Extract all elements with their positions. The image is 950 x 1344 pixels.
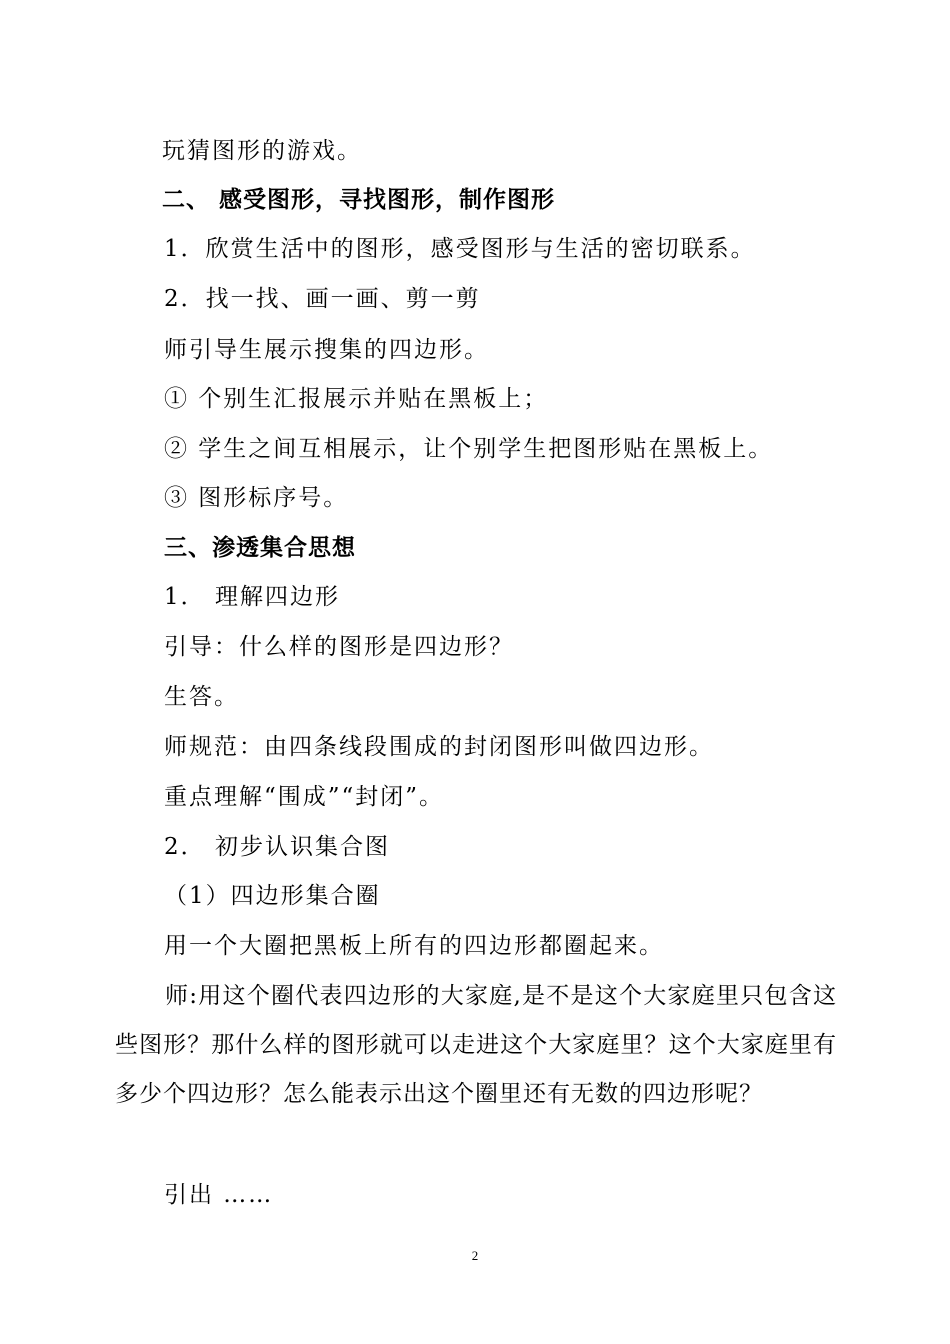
section-heading: 二、 感受图形，寻找图形，制作图形 bbox=[162, 186, 556, 213]
text-line: 1．欣赏生活中的图形，感受图形与生活的密切联系。 bbox=[164, 236, 756, 262]
text-line: 生答。 bbox=[164, 684, 239, 710]
paragraph: 师:用这个圈代表四边形的大家庭,是不是这个大家庭里只包含这些图形？那什么样的图形就可以走进这个大家庭里？这个大家庭里有多少个四边形？怎么能表示出这个圈里还有无数的四边形呢？ bbox=[115, 983, 837, 1107]
text-line: 引导：什么样的图形是四边形？ bbox=[164, 634, 514, 660]
list-item: ① 个别生汇报展示并贴在黑板上； bbox=[164, 386, 549, 412]
text-line: 重点理解“围成”“封闭”。 bbox=[164, 784, 445, 810]
text-line: 引出 …… bbox=[164, 1182, 274, 1208]
section-heading: 三、渗透集合思想 bbox=[164, 534, 356, 561]
text-line: 玩猜图形的游戏。 bbox=[162, 138, 362, 164]
text-line: 师引导生展示搜集的四边形。 bbox=[164, 337, 489, 363]
text-line: 2．找一找、画一画、剪一剪 bbox=[164, 286, 481, 312]
list-item: ③ 图形标序号。 bbox=[164, 485, 349, 511]
text-line: 师规范：由四条线段围成的封闭图形叫做四边形。 bbox=[164, 734, 714, 760]
text-line: 2． 初步认识集合图 bbox=[164, 834, 390, 860]
list-item: ② 学生之间互相展示，让个别学生把图形贴在黑板上。 bbox=[164, 436, 774, 462]
text-line: 1． 理解四边形 bbox=[164, 584, 340, 610]
text-line: 用一个大圈把黑板上所有的四边形都圈起来。 bbox=[164, 933, 664, 959]
page-number: 2 bbox=[471, 1248, 479, 1263]
text-line: （1）四边形集合圈 bbox=[164, 883, 381, 909]
